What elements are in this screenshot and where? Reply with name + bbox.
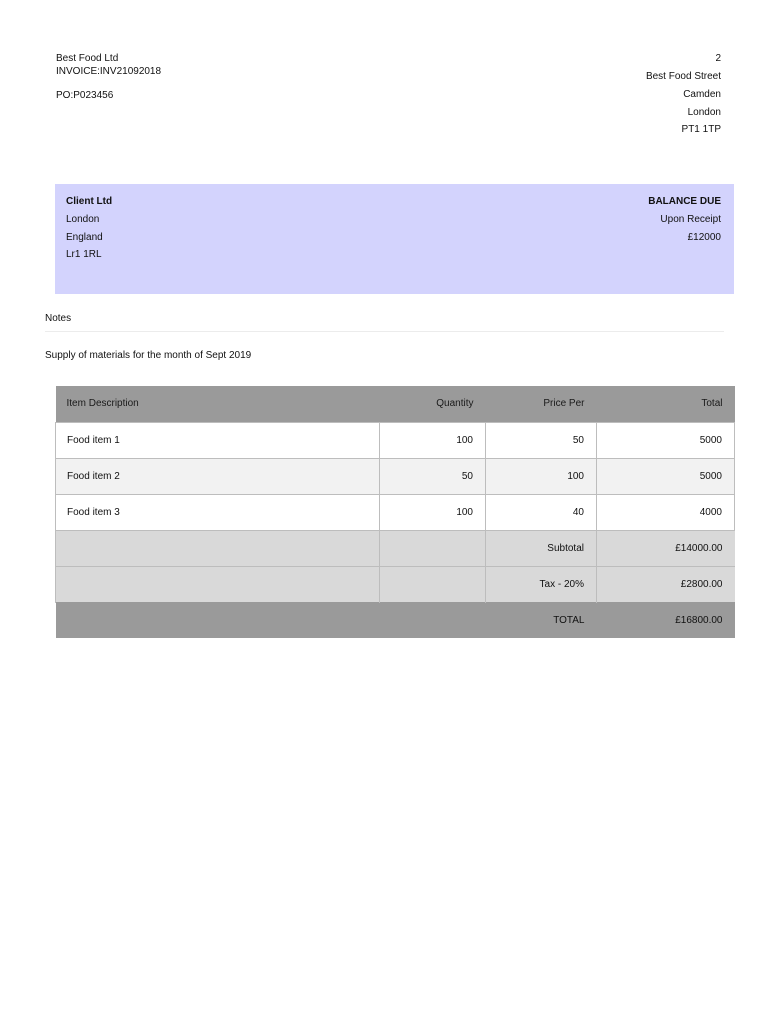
subtotal-label: Subtotal [486,530,597,566]
client-address-city: London [66,214,100,225]
total-empty-cell [56,602,380,638]
table-row [56,422,735,458]
item-quantity: 100 [380,422,486,458]
subtotal-empty-cell [56,530,380,566]
subtotal-empty-cell [380,530,486,566]
item-price: 40 [486,494,597,530]
header-item-description: Item Description [56,386,380,422]
client-address-postcode: Lr1 1RL [66,249,102,260]
subtotal-row [56,530,735,566]
item-total: 4000 [597,494,735,530]
tax-row [56,566,735,602]
grand-total-label: TOTAL [486,602,597,638]
line-items-table [55,386,735,638]
item-total: 5000 [597,422,735,458]
header-total: Total [597,386,735,422]
sender-company-name: Best Food Ltd [56,53,119,64]
sender-address-city: London [687,107,721,118]
invoice-number: INVOICE:INV21092018 [56,66,162,77]
sender-address-area: Camden [683,89,721,100]
item-quantity: 50 [380,458,486,494]
item-quantity: 100 [380,494,486,530]
item-description: Food item 3 [56,494,380,530]
subtotal-value: £14000.00 [597,530,735,566]
tax-empty-cell [380,566,486,602]
header-quantity: Quantity [380,386,486,422]
item-description: Food item 2 [56,458,380,494]
item-description: Food item 1 [56,422,380,458]
sender-address-number: 2 [715,53,721,64]
purchase-order-number: PO:P023456 [56,90,114,101]
balance-due-heading: BALANCE DUE [648,196,721,207]
notes-heading: Notes [45,313,72,324]
balance-due-terms: Upon Receipt [660,214,721,225]
sender-address-postcode: PT1 1TP [681,124,721,135]
table-row [56,458,735,494]
tax-label: Tax - 20% [486,566,597,602]
notes-text: Supply of materials for the month of Sept 2019 [45,350,252,361]
total-empty-cell [380,602,486,638]
item-price: 100 [486,458,597,494]
client-name: Client Ltd [66,196,113,207]
header-price-per: Price Per [486,386,597,422]
table-row [56,494,735,530]
item-total: 5000 [597,458,735,494]
tax-value: £2800.00 [597,566,735,602]
client-address-country: England [66,232,103,243]
balance-due-amount: £12000 [687,232,721,243]
item-price: 50 [486,422,597,458]
grand-total-value: £16800.00 [597,602,735,638]
client-balance-panel [55,184,734,294]
grand-total-row [56,602,735,638]
tax-empty-cell [56,566,380,602]
table-header-row [56,386,735,422]
notes-divider [45,331,724,332]
sender-address-street: Best Food Street [645,71,721,82]
